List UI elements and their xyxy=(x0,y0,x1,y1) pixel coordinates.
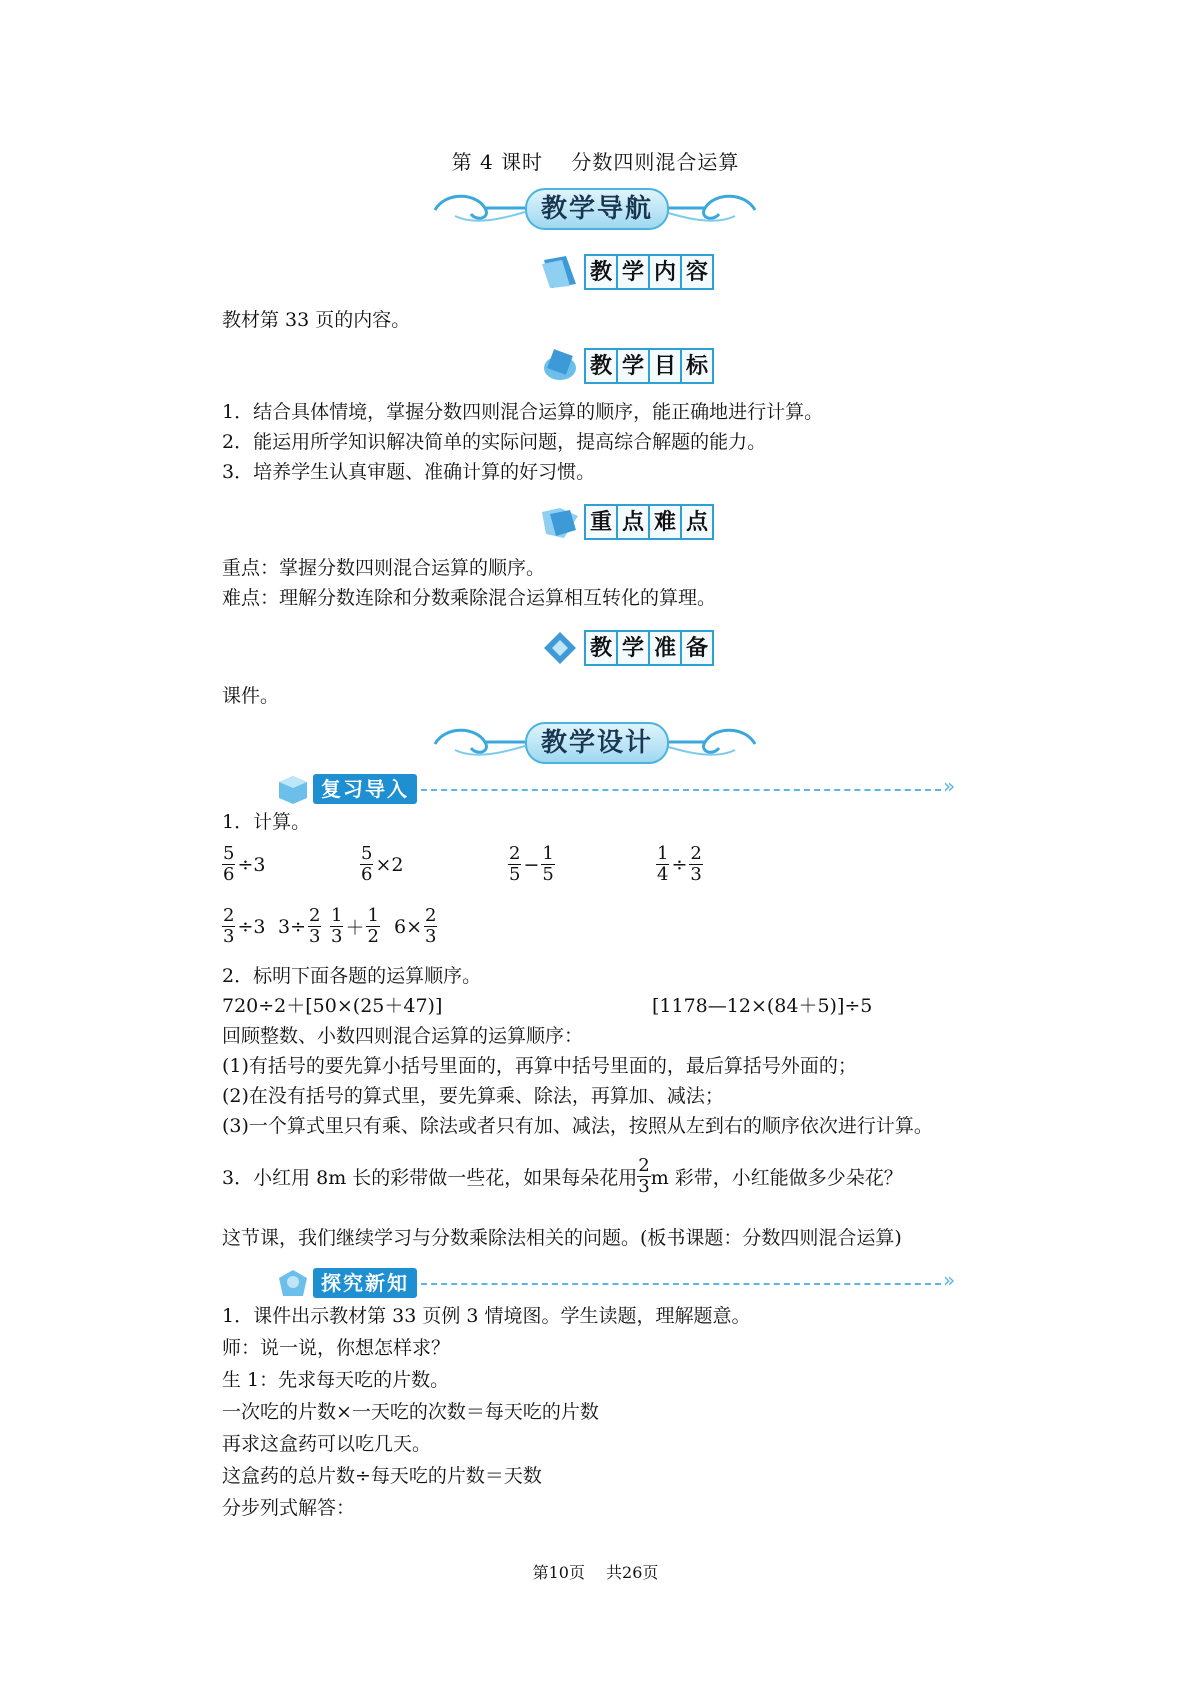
calc-item xyxy=(222,844,267,885)
explore-line: 再求这盒药可以吃几天。 xyxy=(222,1433,432,1455)
fraction-denominator: 6 xyxy=(223,864,235,885)
book-icon xyxy=(540,254,580,290)
double-chevron-icon: » xyxy=(943,774,956,798)
banner-teaching-guide xyxy=(425,186,765,230)
question-2: 2．标明下面各题的运算顺序。 xyxy=(222,965,482,987)
fraction-numerator: 5 xyxy=(223,843,235,864)
operator: ＋ xyxy=(345,917,365,939)
section-char: 重 xyxy=(586,506,618,538)
fraction-denominator: 2 xyxy=(367,926,379,947)
question-3-text: 3．小红用 8m 长的彩带做一些花，如果每朵花用 xyxy=(222,1167,638,1189)
calc-item xyxy=(330,906,380,947)
dashed-divider xyxy=(421,1283,941,1285)
fraction-numerator: 1 xyxy=(331,905,343,926)
question-3-text: m 彩带，小红能做多少朵花？ xyxy=(650,1167,903,1189)
fraction-numerator: 2 xyxy=(638,1155,650,1176)
calc-item xyxy=(656,844,703,885)
explore-line: 师：说一说，你想怎样求？ xyxy=(222,1337,451,1359)
fraction-denominator: 4 xyxy=(657,864,669,885)
explore-line: 1．课件出示教材第 33 页例 3 情境图。学生读题，理解题意。 xyxy=(222,1305,751,1327)
expression-b: [1178—12×(84＋5)]÷5 xyxy=(652,995,873,1017)
page-title: 第 4 课时 分数四则混合运算 xyxy=(451,150,740,174)
fraction-numerator: 2 xyxy=(425,905,437,926)
fraction-numerator: 5 xyxy=(361,843,373,864)
operator: ×2 xyxy=(375,853,404,876)
fraction-denominator: 3 xyxy=(638,1176,650,1197)
section-char: 标 xyxy=(682,350,712,382)
section-char: 学 xyxy=(618,632,650,664)
expression-a: 720÷2＋[50×(25＋47)] xyxy=(222,995,443,1017)
section-char: 学 xyxy=(618,256,650,288)
rule-item: (1)有括号的要先算小括号里面的，再算中括号里面的，最后算括号外面的； xyxy=(222,1055,857,1077)
explore-line: 一次吃的片数×一天吃的次数＝每天吃的片数 xyxy=(222,1401,599,1423)
fraction-numerator: 2 xyxy=(309,905,321,926)
fraction-denominator: 5 xyxy=(542,864,554,885)
section-char: 准 xyxy=(650,632,682,664)
operator: ÷3 xyxy=(237,853,266,876)
calc-item xyxy=(360,844,405,885)
subheader-review xyxy=(275,772,965,806)
section-char: 容 xyxy=(682,256,712,288)
section-char: 学 xyxy=(618,350,650,382)
recall-text: 回顾整数、小数四则混合运算的运算顺序： xyxy=(222,1025,584,1047)
goal-item: 1．结合具体情境，掌握分数四则混合运算的顺序，能正确地进行计算。 xyxy=(222,401,824,423)
section-char: 点 xyxy=(618,506,650,538)
banner-title: 教学导航 xyxy=(525,188,669,230)
cube-icon xyxy=(275,772,311,806)
operator: ÷ xyxy=(671,853,688,876)
calc-item xyxy=(392,906,437,947)
section-char: 教 xyxy=(586,350,618,382)
calc-item xyxy=(508,844,555,885)
banner-title: 教学设计 xyxy=(525,722,669,764)
puzzle-icon xyxy=(275,1266,311,1300)
fraction-denominator: 3 xyxy=(425,926,437,947)
fraction-denominator: 6 xyxy=(361,864,373,885)
section-char: 内 xyxy=(650,256,682,288)
content-text: 教材第 33 页的内容。 xyxy=(222,309,411,331)
key-item: 难点：理解分数连除和分数乘除混合运算相互转化的算理。 xyxy=(222,587,717,609)
prep-text: 课件。 xyxy=(222,685,280,707)
page-footer: 第10页 共26页 xyxy=(532,1563,659,1582)
fraction-denominator: 3 xyxy=(331,926,343,947)
fraction-denominator: 5 xyxy=(509,864,521,885)
fraction-numerator: 1 xyxy=(657,843,669,864)
question-3 xyxy=(222,1156,903,1197)
double-chevron-icon: » xyxy=(943,1268,956,1292)
banner-teaching-design xyxy=(425,720,765,764)
explore-line: 分步列式解答： xyxy=(222,1497,356,1519)
section-char: 教 xyxy=(586,632,618,664)
subheader-explore xyxy=(275,1266,965,1300)
calc-item xyxy=(276,906,321,947)
rule-item: (2)在没有括号的算式里，要先算乘、除法，再算加、减法； xyxy=(222,1085,724,1107)
explore-line: 这盒药的总片数÷每天吃的片数＝天数 xyxy=(222,1465,542,1487)
gem-icon xyxy=(540,630,580,666)
fraction-numerator: 2 xyxy=(509,843,521,864)
fraction-numerator: 1 xyxy=(367,905,379,926)
operator: ÷3 xyxy=(237,915,266,938)
fraction-numerator: 1 xyxy=(542,843,554,864)
operator: 3÷ xyxy=(278,915,307,938)
operator: − xyxy=(523,853,540,876)
dashed-divider xyxy=(421,789,941,791)
goal-item: 2．能运用所学知识解决简单的实际问题，提高综合解题的能力。 xyxy=(222,431,767,453)
rule-item: (3)一个算式里只有乘、除法或者只有加、减法，按照从左到右的顺序依次进行计算。 xyxy=(222,1115,933,1137)
section-char: 教 xyxy=(586,256,618,288)
operator: 6× xyxy=(394,915,423,938)
subheader-label: 探究新知 xyxy=(313,1268,417,1298)
goal-item: 3．培养学生认真审题、准确计算的好习惯。 xyxy=(222,461,596,483)
folder-icon xyxy=(540,504,580,540)
scroll-icon xyxy=(540,348,580,384)
fraction-numerator: 2 xyxy=(223,905,235,926)
fraction-denominator: 3 xyxy=(690,864,702,885)
question-1: 1．计算。 xyxy=(222,811,311,833)
section-char: 目 xyxy=(650,350,682,382)
subheader-label: 复习导入 xyxy=(313,774,417,804)
section-char: 难 xyxy=(650,506,682,538)
calc-item xyxy=(222,906,267,947)
section-char: 备 xyxy=(682,632,712,664)
intro-text: 这节课，我们继续学习与分数乘除法相关的问题。(板书课题：分数四则混合运算) xyxy=(222,1227,902,1249)
fraction-denominator: 3 xyxy=(223,926,235,947)
fraction-numerator: 2 xyxy=(690,843,702,864)
section-char: 点 xyxy=(682,506,712,538)
fraction-denominator: 3 xyxy=(309,926,321,947)
key-item: 重点：掌握分数四则混合运算的顺序。 xyxy=(222,557,546,579)
explore-line: 生 1：先求每天吃的片数。 xyxy=(222,1369,450,1391)
